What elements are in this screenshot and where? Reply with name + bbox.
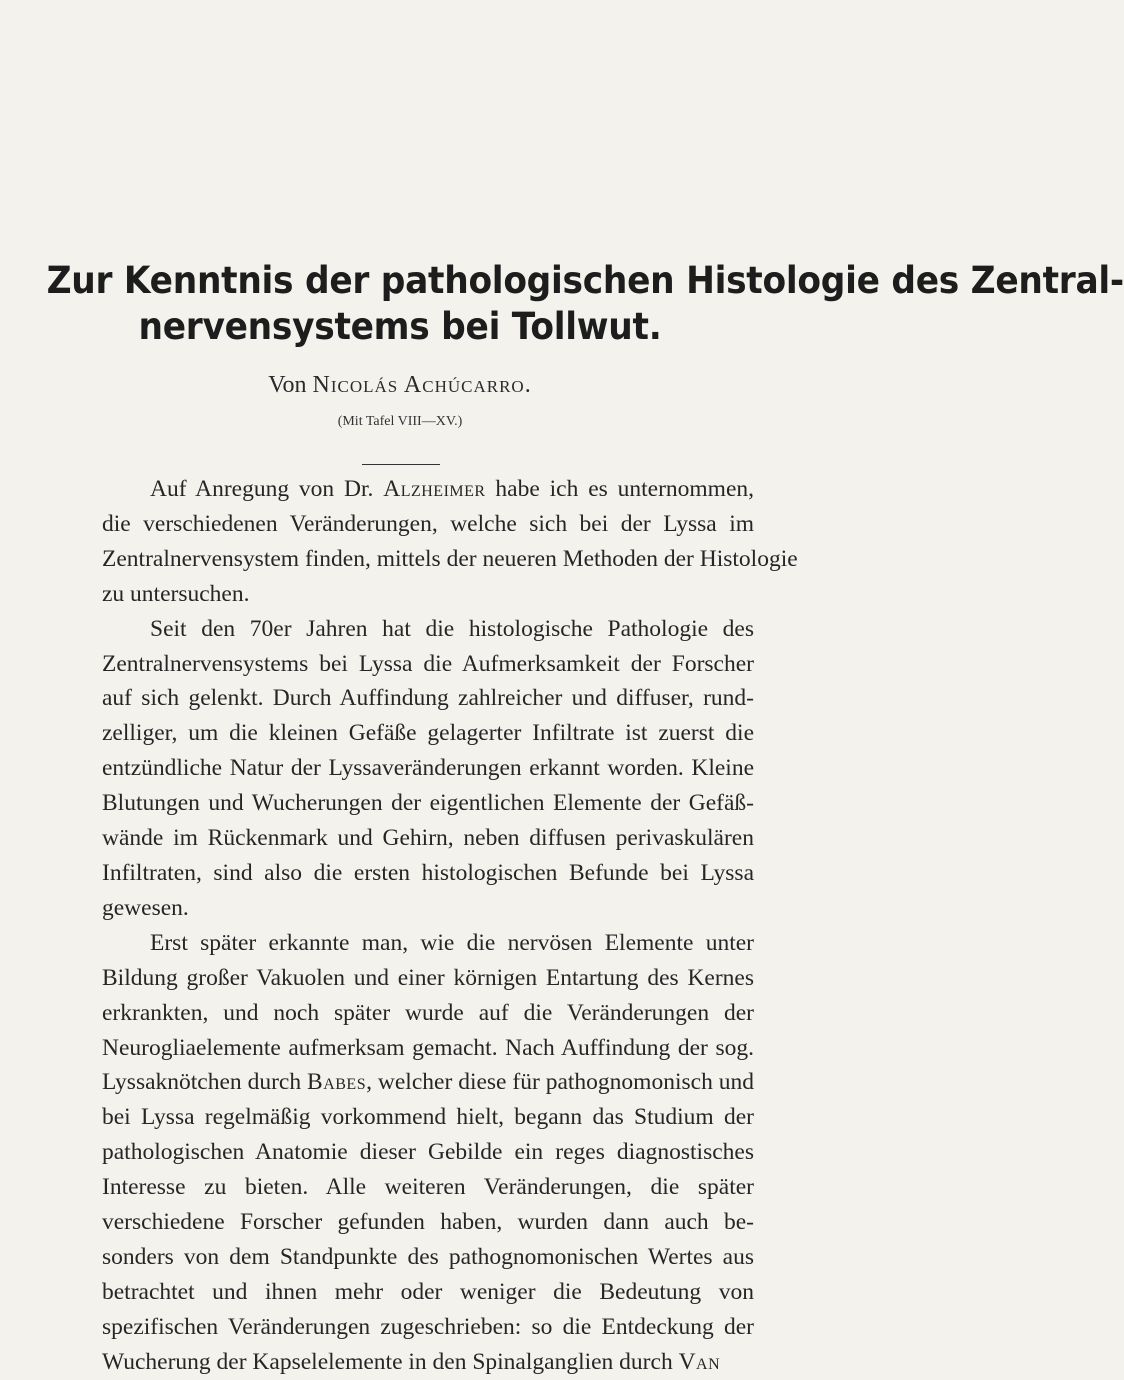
- title-line: nervensystems bei Tollwut.: [138, 305, 662, 348]
- text-line: spezifischen Veränderungen zugeschrieben: so die Entdeckung der: [102, 1313, 754, 1340]
- text-line: gewesen.: [102, 894, 189, 921]
- text-line: Infiltraten, sind also die ersten histologischen Befunde bei Lyssa: [102, 859, 754, 886]
- author-citation: Babes: [307, 1069, 367, 1096]
- paragraph: [54, 472, 798, 612]
- text-line: Seit den 70er Jahren hat die histologische Pathologie des: [150, 615, 754, 642]
- text-line: entzündliche Natur der Lyssaveränderungen erkannt worden. Kleine: [102, 755, 754, 782]
- text-line: Interesse zu bieten. Alle weiteren Veränderungen, die später: [102, 1174, 754, 1201]
- article-title: [46, 258, 1124, 350]
- plates-note: (Mit Tafel VIII—XV.): [337, 414, 463, 429]
- title-divider: [362, 464, 440, 465]
- text-line: zelliger, um die kleinen Gefäße gelagerter Infiltrate ist zuerst die: [102, 720, 754, 747]
- text-line: erkrankten, und noch später wurde auf die Veränderungen der: [102, 999, 754, 1026]
- author-prefix: Von: [268, 372, 313, 398]
- text-line: Erst später erkannte man, wie die nervösen Elemente unter: [150, 929, 754, 956]
- text-line: Auf Anregung von Dr. Alzheimer habe ich es unternommen,: [150, 476, 755, 502]
- text-line: zu untersuchen.: [102, 580, 250, 607]
- title-line: Zur Kenntnis der pathologischen Histologie des Zentral-: [46, 259, 1124, 302]
- author-citation: Van: [678, 1348, 721, 1375]
- author-line: [0, 372, 800, 399]
- text-line: verschiedene Forscher gefunden haben, wurden dann auch be-: [102, 1209, 754, 1236]
- text-line: Bildung großer Vakuolen und einer körnigen Entartung des Kernes: [102, 964, 754, 991]
- text-line: Lyssaknötchen durch Babes, welcher diese für pathognomonisch und: [102, 1069, 754, 1096]
- author-citation: Alzheimer: [383, 476, 486, 502]
- text-line: wände im Rückenmark und Gehirn, neben diffusen perivaskulären: [102, 825, 754, 852]
- paragraph: [54, 926, 754, 1380]
- text-line: Blutungen und Wucherungen der eigentlichen Elemente der Gefäß-: [102, 790, 754, 817]
- text-line: Zentralnervensystem finden, mittels der neueren Methoden der Histologie: [102, 545, 798, 572]
- text-line: pathologischen Anatomie dieser Gebilde ein reges diagnostisches: [102, 1139, 754, 1166]
- article-body: [54, 472, 798, 1380]
- text-line: bei Lyssa regelmäßig vorkommend hielt, begann das Studium der: [102, 1104, 754, 1131]
- text-line: sonders von dem Standpunkte des pathognomonischen Wertes aus: [102, 1243, 754, 1270]
- text-line: Wucherung der Kapselelemente in den Spinalganglien durch Van: [102, 1348, 721, 1375]
- text-line: die verschiedenen Veränderungen, welche sich bei der Lyssa im: [102, 510, 754, 537]
- text-line: Zentralnervensystems bei Lyssa die Aufmerksamkeit der Forscher: [102, 650, 754, 677]
- text-line: betrachtet und ihnen mehr oder weniger die Bedeutung von: [102, 1278, 754, 1305]
- text-line: auf sich gelenkt. Durch Auffindung zahlreicher und diffuser, rund-: [102, 685, 754, 712]
- paragraph: [54, 612, 754, 926]
- text-line: Neurogliaelemente aufmerksam gemacht. Nach Auffindung der sog.: [102, 1034, 754, 1061]
- author-name: Nicolás Achúcarro.: [312, 372, 532, 398]
